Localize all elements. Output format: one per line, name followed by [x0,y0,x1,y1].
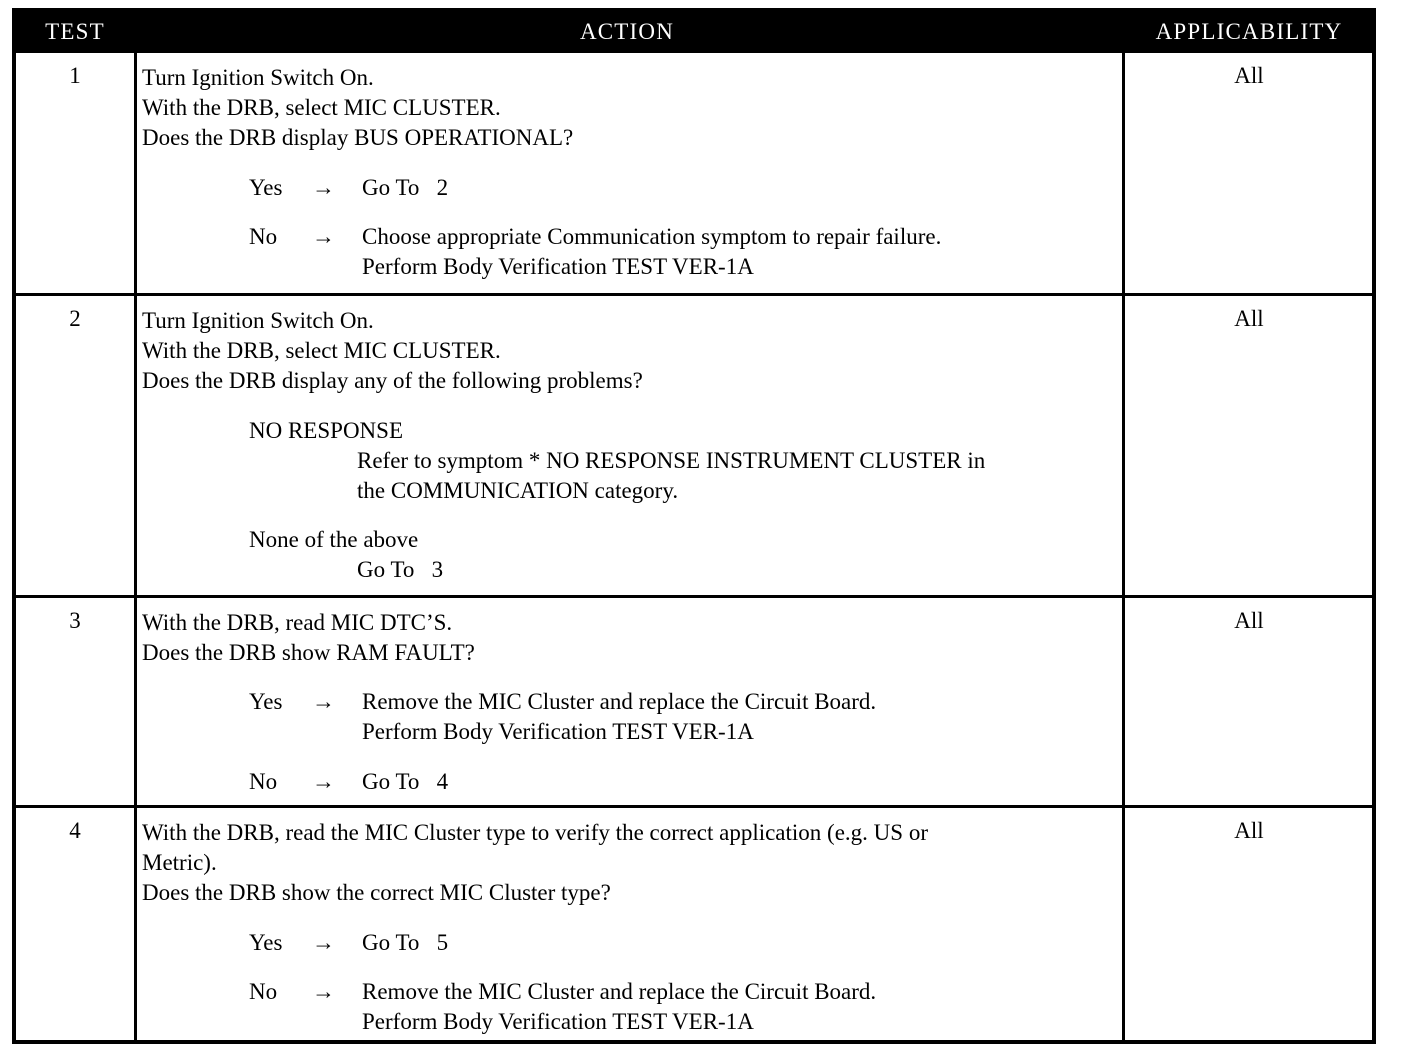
option-text: Go To 3 [357,557,444,583]
action-line: Turn Ignition Switch On. [142,65,374,90]
choice-result: Remove the MIC Cluster and replace the Circuit Board. [362,689,877,715]
action-line: Does the DRB display any of the following problems? [142,368,643,394]
answer-label: No [249,768,278,794]
table-row [16,595,1372,805]
test-number: 1 [69,63,81,88]
answer-label: Yes [249,689,283,715]
choice-no [142,222,1122,252]
test-number: 4 [69,818,81,843]
choice-yes [142,928,1122,958]
action-line: Does the DRB show RAM FAULT? [142,640,475,666]
arrow-icon: → [312,174,335,200]
action-line: With the DRB, select MIC CLUSTER. [142,338,501,364]
answer-label: No [249,223,278,249]
header-applicability: APPLICABILITY [1155,19,1343,44]
action-cell [142,818,1122,1037]
option-text: Refer to symptom * NO RESPONSE INSTRUMENT CLUSTER in [357,447,986,473]
action-line: With the DRB, select MIC CLUSTER. [142,95,501,121]
header-test: TEST [45,19,105,44]
option-text: the COMMUNICATION category. [357,478,679,504]
table-header [16,12,1372,53]
applicability-value: All [1234,818,1264,843]
action-cell [142,63,1122,282]
choice-continuation: Perform Body Verification TEST VER-1A [362,1008,754,1034]
arrow-icon: → [312,768,335,794]
choice-continuation: Perform Body Verification TEST VER-1A [362,253,754,279]
choice-result: Go To 2 [362,174,449,200]
action-line: With the DRB, read the MIC Cluster type to verify the correct application (e.g. US or [142,820,928,845]
choice-no [142,767,1122,797]
choice-result: Go To 5 [362,929,449,955]
answer-label: No [249,978,278,1004]
choice-continuation: Perform Body Verification TEST VER-1A [362,719,754,745]
table-row [16,293,1372,595]
arrow-icon: → [312,978,335,1004]
action-line: Metric). [142,850,217,876]
applicability-value: All [1234,608,1264,633]
answer-label: Yes [249,929,283,955]
applicability-value: All [1234,63,1264,88]
test-number: 2 [69,306,81,331]
choice-result: Choose appropriate Communication symptom to repair failure. [362,223,942,249]
option-title: None of the above [249,527,419,553]
action-line: Does the DRB display BUS OPERATIONAL? [142,125,574,151]
arrow-icon: → [312,689,335,715]
arrow-icon: → [312,223,335,249]
test-number: 3 [69,608,81,633]
choice-yes [142,687,1122,717]
action-line: Turn Ignition Switch On. [142,308,374,333]
action-cell [142,306,1122,586]
action-line: Does the DRB show the correct MIC Cluster type? [142,880,611,906]
choice-result: Go To 4 [362,768,449,794]
action-cell [142,608,1122,797]
header-action: ACTION [579,19,675,44]
answer-label: Yes [249,174,283,200]
arrow-icon: → [312,929,335,955]
choice-result: Remove the MIC Cluster and replace the Circuit Board. [362,978,877,1004]
choice-no [142,977,1122,1007]
choice-yes [142,173,1122,203]
option-title: NO RESPONSE [249,417,404,443]
action-line: With the DRB, read MIC DTC’S. [142,610,453,635]
table-row [16,805,1372,1040]
applicability-value: All [1234,306,1264,331]
table-row [16,53,1372,293]
diagnostic-test-table [12,8,1376,1044]
